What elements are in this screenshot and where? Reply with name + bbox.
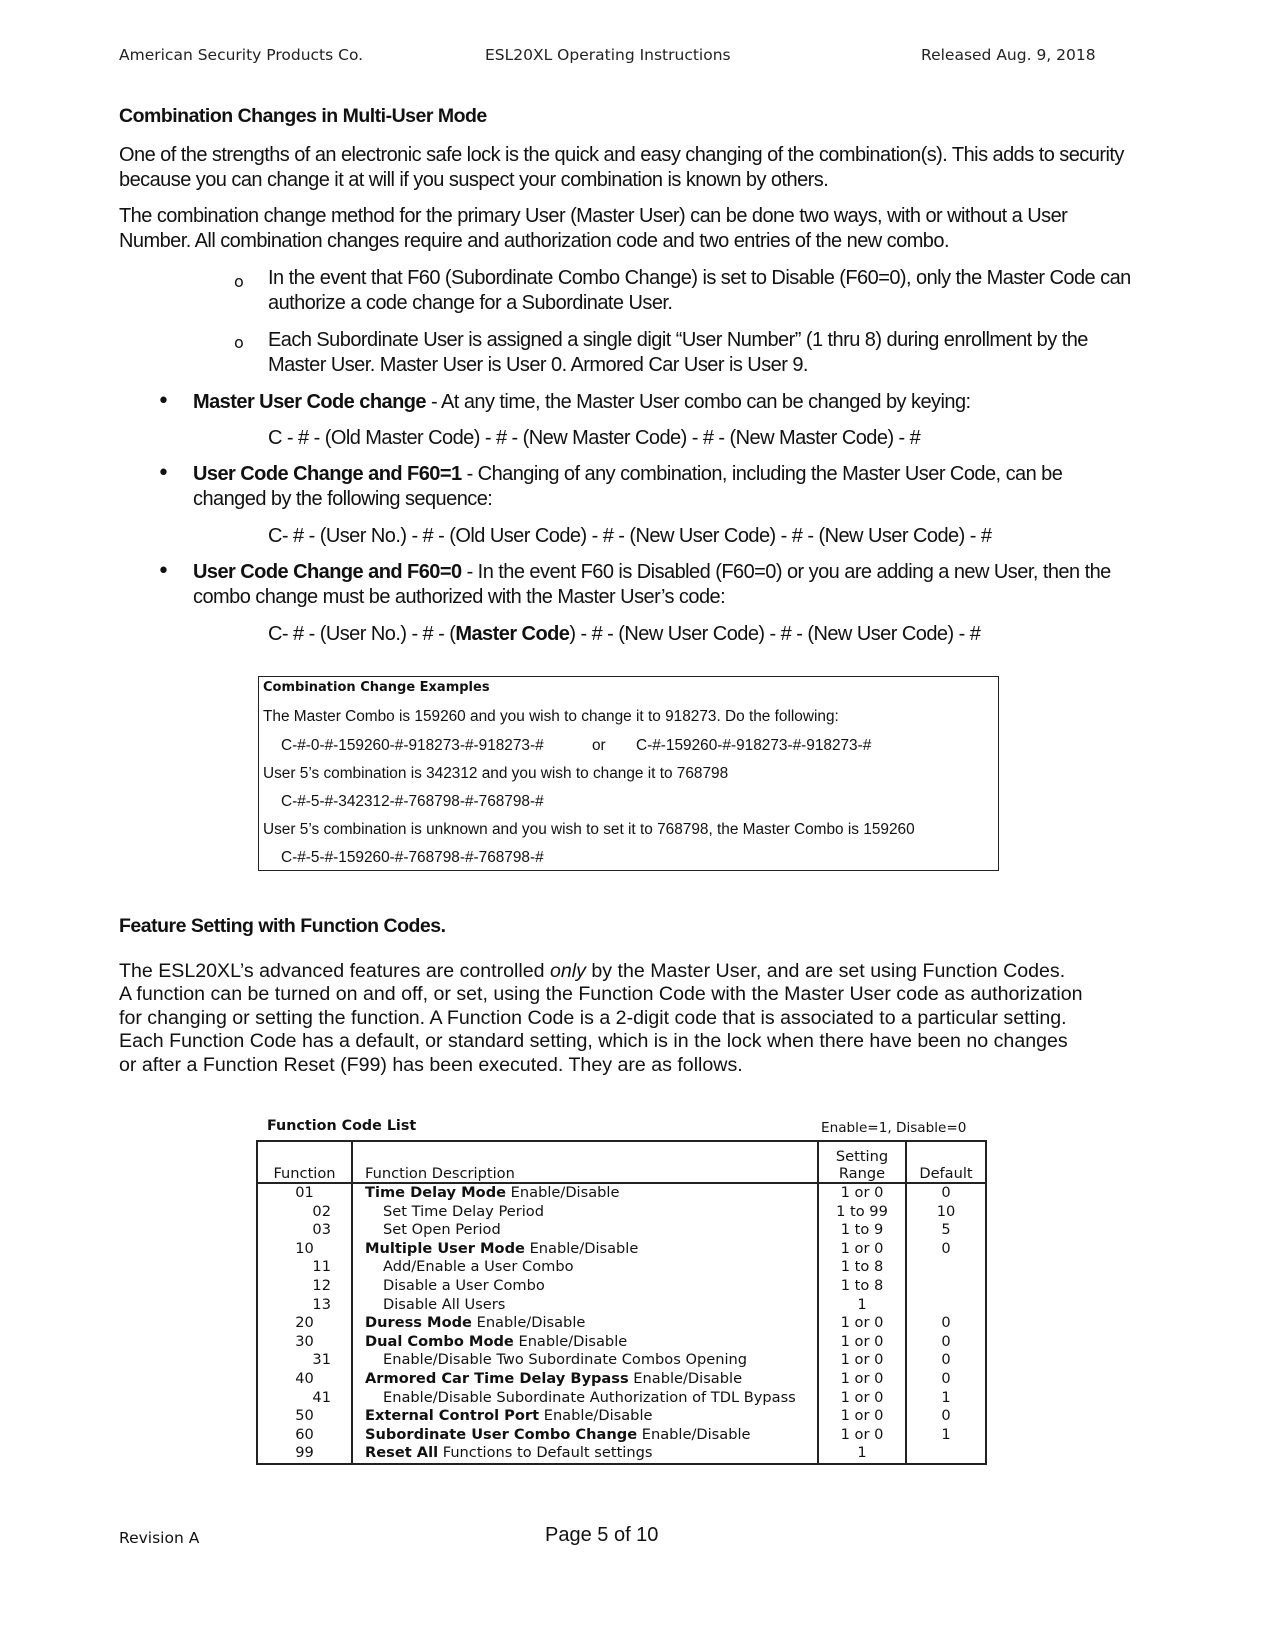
header-doc-title: ESL20XL Operating Instructions — [485, 46, 731, 64]
cell-function-description — [352, 1314, 818, 1333]
cell-setting-range: 1 — [818, 1296, 906, 1315]
cell-function-code: 02 — [257, 1203, 352, 1222]
cell-default: 0 — [906, 1183, 986, 1203]
cell-setting-range: 1 or 0 — [818, 1240, 906, 1259]
bullet-title: User Code Change and F60=0 — [193, 561, 462, 583]
column-header-function: Function — [257, 1141, 352, 1183]
example-sequence: C-#-0-#-159260-#-918273-#-918273-# — [281, 737, 544, 754]
cell-setting-range: 1 or 0 — [818, 1370, 906, 1389]
sub-item-f60-disable — [268, 266, 1153, 315]
table-row — [257, 1221, 986, 1240]
cell-function-description — [352, 1333, 818, 1352]
enable-disable-note: Enable=1, Disable=0 — [821, 1120, 967, 1136]
section-heading-combination-changes: Combination Changes in Multi-User Mode — [119, 105, 487, 127]
cell-setting-range: 1 to 9 — [818, 1221, 906, 1240]
cell-setting-range: 1 or 0 — [818, 1389, 906, 1408]
paragraph-line: because you can change it at will if you suspect your combination is known by others. — [119, 168, 829, 191]
cell-setting-range: 1 or 0 — [818, 1183, 906, 1203]
cell-function-code: 60 — [257, 1426, 352, 1445]
cell-default: 0 — [906, 1314, 986, 1333]
table-row — [257, 1333, 986, 1352]
bullet-user-code-f60-1 — [193, 462, 1155, 511]
cell-default: 10 — [906, 1203, 986, 1222]
bullet-text: - At any time, the Master User combo can be changed by keying: — [426, 391, 971, 413]
cell-setting-range: 1 or 0 — [818, 1314, 906, 1333]
cell-default: 0 — [906, 1407, 986, 1426]
sequence-user-code: C- # - (User No.) - # - (Old User Code) - # - (New User Code) - # - (New User Code) - # — [268, 525, 992, 547]
example-or: or — [592, 737, 606, 754]
cell-description-bold: Subordinate User Combo Change — [365, 1425, 638, 1443]
example-line: User 5’s combination is unknown and you wish to set it to 768798, the Master Combo is 159260 — [263, 821, 915, 838]
cell-description-text: Set Open Period — [383, 1221, 501, 1239]
cell-setting-range: 1 to 99 — [818, 1203, 906, 1222]
bullet-text: - Changing of any combination, including the Master User Code, can be — [461, 463, 1063, 485]
header-line: Range — [838, 1165, 886, 1182]
cell-setting-range: 1 to 8 — [818, 1258, 906, 1277]
header-line: Setting — [835, 1148, 889, 1165]
table-row — [257, 1389, 986, 1408]
cell-description-text: Enable/Disable — [506, 1184, 620, 1201]
sequence-master-authorized — [268, 622, 980, 647]
cell-default: 0 — [906, 1370, 986, 1389]
cell-default — [906, 1444, 986, 1464]
cell-description-text: Disable All Users — [383, 1295, 506, 1313]
sequence-master-code: C - # - (Old Master Code) - # - (New Master Code) - # - (New Master Code) - # — [268, 427, 921, 449]
table-row — [257, 1426, 986, 1445]
paragraph-line: A function can be turned on and off, or set, using the Function Code with the Master User code as authorization — [119, 983, 1083, 1006]
bullet-marker: • — [157, 559, 170, 584]
cell-function-description — [352, 1351, 818, 1370]
cell-description-text: Enable/Disable — [524, 1239, 639, 1257]
table-row — [257, 1370, 986, 1389]
cell-setting-range: 1 or 0 — [818, 1351, 906, 1370]
cell-default: 0 — [906, 1333, 986, 1352]
table-row — [257, 1314, 986, 1333]
example-sequence: C-#-5-#-342312-#-768798-#-768798-# — [281, 793, 544, 810]
paragraph-strengths — [119, 143, 1149, 192]
cell-function-code: 11 — [257, 1258, 352, 1277]
cell-function-code: 13 — [257, 1296, 352, 1315]
cell-function-code: 41 — [257, 1389, 352, 1408]
cell-function-description — [352, 1407, 818, 1426]
bullet-user-code-f60-0 — [193, 560, 1155, 609]
cell-default — [906, 1258, 986, 1277]
paragraph-line: for changing or setting the function. A Function Code is a 2-digit code that is associated to a particular setting. — [119, 1006, 1067, 1029]
sub-item-line: In the event that F60 (Subordinate Combo Change) is set to Disable (F60=0), only the Master Code can — [268, 267, 1131, 289]
footer-revision: Revision A — [119, 1529, 200, 1547]
column-header-default: Default — [906, 1141, 986, 1183]
cell-default — [906, 1296, 986, 1315]
cell-function-description — [352, 1277, 818, 1296]
sequence-part: C- # - (User No.) - # - ( — [268, 623, 456, 645]
cell-description-text: Enable/Disable — [539, 1407, 653, 1425]
function-code-table — [256, 1140, 987, 1465]
cell-description-text: Enable/Disable — [637, 1425, 751, 1443]
bullet-title: User Code Change and F60=1 — [193, 463, 462, 485]
table-row — [257, 1203, 986, 1222]
cell-function-code: 01 — [257, 1183, 352, 1203]
cell-description-bold: Reset All — [365, 1444, 439, 1462]
table-row — [257, 1240, 986, 1259]
cell-setting-range: 1 to 8 — [818, 1277, 906, 1296]
table-row — [257, 1444, 986, 1464]
sub-item-user-number — [268, 328, 1153, 377]
cell-description-bold: Dual Combo Mode — [365, 1332, 514, 1350]
list-marker: o — [234, 333, 244, 352]
sub-item-line: authorize a code change for a Subordinate User. — [268, 291, 673, 314]
cell-default: 0 — [906, 1240, 986, 1259]
header-company: American Security Products Co. — [119, 46, 364, 64]
paragraph-part: by the Master User, and are set using Function Codes. — [585, 960, 1066, 982]
paragraph-part: The ESL20XL’s advanced features are controlled — [119, 960, 550, 982]
table-header-row — [257, 1141, 986, 1183]
table-row — [257, 1277, 986, 1296]
function-code-list-title: Function Code List — [267, 1118, 417, 1134]
cell-function-code: 99 — [257, 1444, 352, 1464]
cell-description-text: Enable/Disable Two Subordinate Combos Opening — [383, 1351, 748, 1369]
cell-function-description — [352, 1296, 818, 1315]
cell-function-description — [352, 1426, 818, 1445]
cell-setting-range: 1 or 0 — [818, 1407, 906, 1426]
cell-description-text: Set Time Delay Period — [383, 1202, 544, 1220]
bullet-line: changed by the following sequence: — [193, 487, 493, 510]
list-marker: o — [234, 272, 244, 291]
cell-description-text: Enable/Disable — [471, 1314, 586, 1332]
cell-default: 1 — [906, 1389, 986, 1408]
examples-title: Combination Change Examples — [263, 680, 490, 695]
cell-description-bold: Time Delay Mode — [365, 1184, 507, 1201]
cell-description-text: Enable/Disable Subordinate Authorization of TDL Bypass — [383, 1388, 796, 1406]
paragraph-change-method — [119, 204, 1149, 253]
cell-default: 1 — [906, 1426, 986, 1445]
bullet-line: combo change must be authorized with the Master User’s code: — [193, 585, 726, 608]
paragraph-function-codes — [119, 960, 1159, 1077]
cell-setting-range: 1 or 0 — [818, 1333, 906, 1352]
table-row — [257, 1258, 986, 1277]
cell-function-description — [352, 1444, 818, 1464]
cell-function-description — [352, 1370, 818, 1389]
bullet-text: - In the event F60 is Disabled (F60=0) or you are adding a new User, then the — [461, 561, 1111, 583]
bullet-marker: • — [157, 461, 170, 486]
example-sequence: C-#-5-#-159260-#-768798-#-768798-# — [281, 849, 544, 866]
table-row — [257, 1407, 986, 1426]
column-header-description: Function Description — [352, 1141, 818, 1183]
combination-change-examples-box — [258, 676, 999, 871]
cell-function-code: 12 — [257, 1277, 352, 1296]
cell-function-code: 40 — [257, 1370, 352, 1389]
table-row — [257, 1183, 986, 1203]
cell-description-text: Disable a User Combo — [383, 1276, 545, 1294]
sequence-part: ) - # - (New User Code) - # - (New User Code) - # — [569, 623, 981, 645]
cell-function-description — [352, 1183, 818, 1203]
cell-default — [906, 1277, 986, 1296]
cell-description-text: Add/Enable a User Combo — [383, 1258, 574, 1276]
paragraph-italic: only — [550, 960, 586, 982]
cell-function-code: 03 — [257, 1221, 352, 1240]
cell-function-code: 31 — [257, 1351, 352, 1370]
cell-function-code: 50 — [257, 1407, 352, 1426]
cell-description-bold: Multiple User Mode — [365, 1239, 525, 1257]
bullet-title: Master User Code change — [193, 391, 426, 413]
header-release-date: Released Aug. 9, 2018 — [921, 46, 1096, 64]
bullet-marker: • — [157, 389, 170, 414]
sub-item-line: Each Subordinate User is assigned a single digit “User Number” (1 thru 8) during enrollment by the — [268, 329, 1088, 351]
bullet-line — [193, 462, 1155, 487]
table-row — [257, 1296, 986, 1315]
paragraph-line: Each Function Code has a default, or standard setting, which is in the lock when there have been no changes — [119, 1030, 1068, 1053]
example-line: The Master Combo is 159260 and you wish to change it to 918273. Do the following: — [263, 708, 839, 725]
bullet-line — [193, 560, 1155, 585]
function-table-body — [257, 1183, 986, 1464]
cell-setting-range: 1 or 0 — [818, 1426, 906, 1445]
cell-description-text: Functions to Default settings — [438, 1444, 653, 1462]
cell-description-bold: Duress Mode — [365, 1314, 472, 1332]
paragraph-line: or after a Function Reset (F99) has been executed. They are as follows. — [119, 1053, 743, 1076]
example-line: User 5’s combination is 342312 and you wish to change it to 768798 — [263, 765, 729, 782]
cell-function-description — [352, 1221, 818, 1240]
paragraph-line — [119, 960, 1159, 983]
sub-item-line: Master User. Master User is User 0. Armored Car User is User 9. — [268, 353, 808, 376]
cell-description-text: Enable/Disable — [513, 1332, 628, 1350]
column-header-setting-range — [818, 1141, 906, 1183]
example-sequence: C-#-159260-#-918273-#-918273-# — [636, 737, 872, 754]
cell-function-description — [352, 1240, 818, 1259]
cell-description-bold: Armored Car Time Delay Bypass — [365, 1369, 629, 1387]
section-heading-feature-setting: Feature Setting with Function Codes. — [119, 915, 446, 937]
cell-description-text: Enable/Disable — [628, 1369, 743, 1387]
bullet-master-code-change — [193, 390, 1155, 415]
cell-default: 0 — [906, 1351, 986, 1370]
cell-function-code: 30 — [257, 1333, 352, 1352]
cell-function-code: 10 — [257, 1240, 352, 1259]
paragraph-line: The combination change method for the primary User (Master User) can be done two ways, with or without a User — [119, 205, 1068, 227]
cell-function-description — [352, 1389, 818, 1408]
cell-default: 5 — [906, 1221, 986, 1240]
footer-page-number: Page 5 of 10 — [545, 1524, 659, 1546]
paragraph-line: One of the strengths of an electronic safe lock is the quick and easy changing of the combination(s). This adds to security — [119, 144, 1124, 166]
sequence-master-code-bold: Master Code — [455, 623, 570, 645]
paragraph-line: Number. All combination changes require and authorization code and two entries of the new combo. — [119, 229, 949, 252]
cell-setting-range: 1 — [818, 1444, 906, 1464]
cell-function-description — [352, 1258, 818, 1277]
table-row — [257, 1351, 986, 1370]
cell-description-bold: External Control Port — [365, 1407, 540, 1425]
cell-function-code: 20 — [257, 1314, 352, 1333]
cell-function-description — [352, 1203, 818, 1222]
